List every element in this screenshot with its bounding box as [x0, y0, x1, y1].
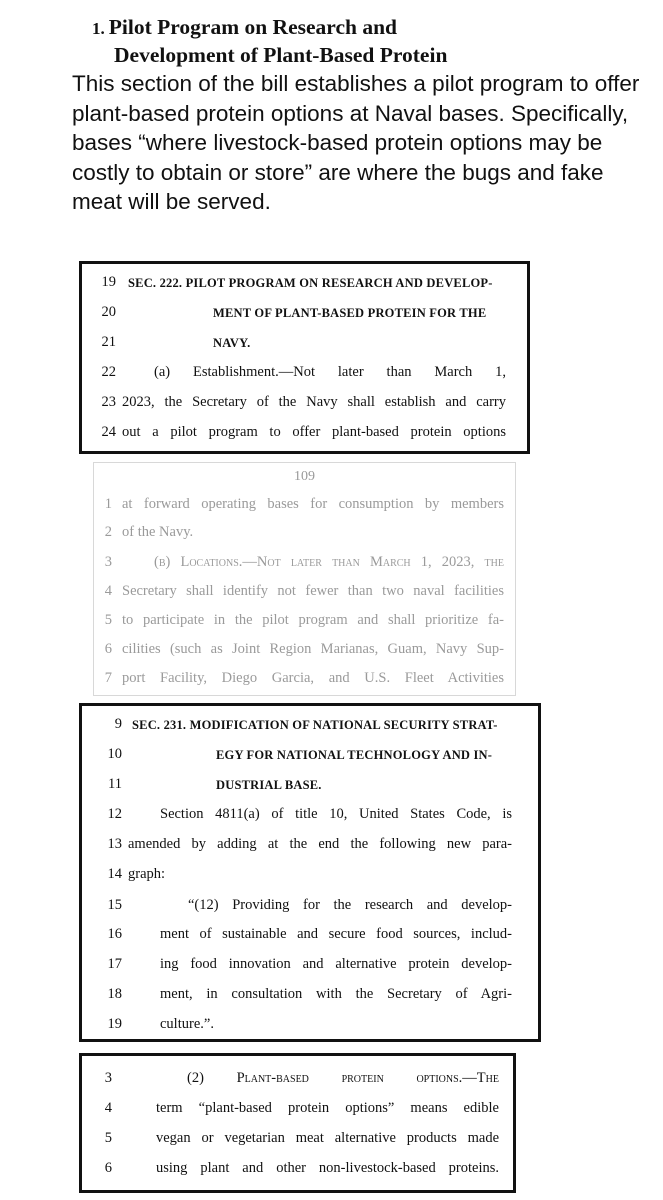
line-number: 14 [107, 866, 122, 882]
line-text: NAVY. [213, 336, 251, 350]
line-text: vegan or vegetarian meat alternative products made [156, 1130, 499, 1146]
line-number: 12 [107, 806, 122, 822]
line-text: amended by adding at the end the following new para- [128, 836, 512, 852]
line-text: using plant and other non-livestock-based proteins. [156, 1160, 499, 1176]
bill-excerpt-sec-231 [79, 703, 541, 1042]
line-number: 5 [104, 612, 112, 628]
section-title [92, 14, 652, 69]
line-text: ment, in consultation with the Secretary of Agri- [160, 986, 512, 1002]
line-text: 2023, the Secretary of the Navy shall establish and carry [122, 394, 506, 410]
line-number: 13 [107, 836, 122, 852]
line-number: 9 [114, 716, 122, 732]
line-text: port Facility, Diego Garcia, and U.S. Fleet Activities [122, 670, 504, 686]
section-paragraph: This section of the bill establishes a pilot program to offer plant-based protein options at Naval bases. Specifically, bases “where livestock-based protein options may be costly to obtain or store” are where the bugs and fake meat will be served. [72, 71, 640, 214]
line-number: 6 [104, 641, 112, 657]
line-text: Section 4811(a) of title 10, United States Code, is [160, 806, 512, 822]
section-title-line2: Development of Plant-Based Protein [114, 43, 448, 67]
bill-excerpt-definition [79, 1053, 516, 1193]
line-number: 5 [104, 1130, 112, 1146]
line-text: MENT OF PLANT-BASED PROTEIN FOR THE [213, 306, 487, 320]
line-text: at forward operating bases for consumption by members [122, 496, 504, 512]
line-text: graph: [128, 866, 166, 882]
line-text: SEC. 231. MODIFICATION OF NATIONAL SECURITY STRAT- [132, 718, 498, 732]
line-number: 17 [107, 956, 122, 972]
line-number: 10 [107, 746, 122, 762]
line-text: out a pilot program to offer plant-based protein options [122, 424, 506, 440]
page-number: 109 [294, 469, 315, 484]
line-number: 16 [107, 926, 122, 942]
line-text: EGY FOR NATIONAL TECHNOLOGY AND IN- [216, 748, 493, 762]
line-number: 18 [107, 986, 122, 1002]
line-number: 7 [104, 670, 112, 686]
line-number: 24 [101, 424, 116, 440]
line-number: 2 [104, 524, 112, 540]
line-text: cilities (such as Joint Region Marianas, Guam, Navy Sup- [122, 641, 504, 657]
bill-excerpt-page-109 [93, 462, 516, 696]
line-text: of the Navy. [122, 524, 194, 540]
line-number: 15 [107, 897, 122, 913]
line-text: “(12) Providing for the research and develop- [188, 897, 512, 913]
line-text: ing food innovation and alternative protein develop- [160, 956, 512, 972]
bill-excerpt-sec-222 [79, 261, 530, 454]
line-number: 11 [108, 776, 122, 792]
line-number: 20 [101, 304, 116, 320]
line-number: 1 [104, 496, 112, 512]
line-text: (a) Establishment.—Not later than March 1, [154, 364, 506, 380]
line-text: to participate in the pilot program and shall prioritize fa- [122, 612, 504, 628]
line-number: 4 [104, 583, 112, 599]
line-text: culture.”. [160, 1016, 214, 1032]
line-text: Secretary shall identify not fewer than two naval facilities [122, 583, 504, 599]
line-number: 21 [101, 334, 116, 350]
line-number: 19 [107, 1016, 122, 1032]
line-number: 19 [101, 274, 116, 290]
line-text: ment of sustainable and secure food sources, includ- [160, 926, 512, 942]
section-title-line1: Pilot Program on Research and [108, 15, 397, 39]
line-text: DUSTRIAL BASE. [216, 778, 322, 792]
line-number: 3 [104, 554, 112, 570]
line-text: (2) Plant-based protein options.—The [187, 1070, 499, 1086]
section-heading [72, 14, 652, 217]
line-number: 3 [104, 1070, 112, 1086]
line-text: term “plant-based protein options” means edible [156, 1100, 499, 1116]
line-text: SEC. 222. PILOT PROGRAM ON RESEARCH AND DEVELOP- [128, 276, 493, 290]
line-text: (b) Locations.—Not later than March 1, 2023, the [154, 554, 504, 570]
line-number: 6 [104, 1160, 112, 1176]
line-number: 22 [101, 364, 116, 380]
line-number: 23 [101, 394, 116, 410]
section-number: 1. [92, 19, 105, 38]
line-number: 4 [104, 1100, 112, 1116]
